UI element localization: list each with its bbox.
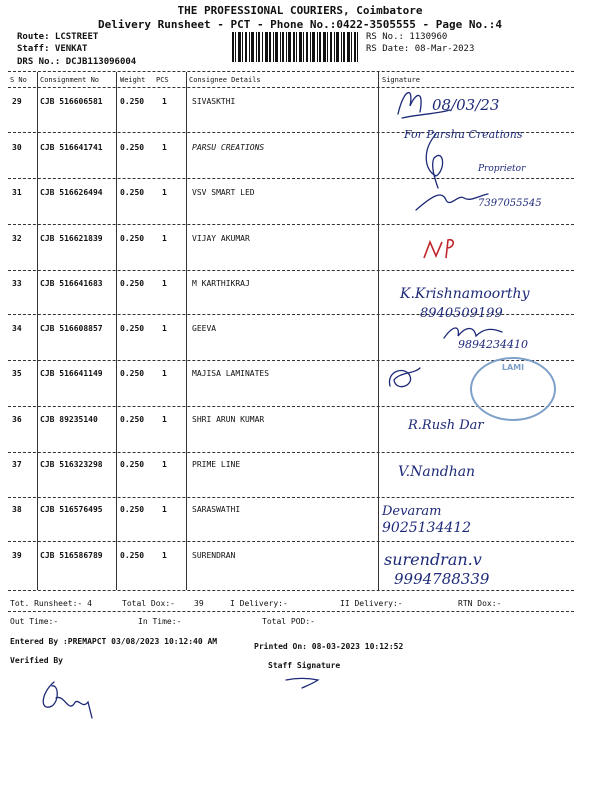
signature-mark-red: [420, 236, 460, 262]
row-consignment: CJB 516586789: [40, 551, 103, 560]
row-pcs: 1: [162, 188, 167, 197]
row-sno: 34: [12, 324, 22, 333]
handwritten-phone: 9894234410: [458, 338, 528, 351]
row-consignee: PARSU CREATIONS: [192, 143, 265, 152]
stamp-text: LAMI: [501, 363, 525, 372]
row-sno: 38: [12, 505, 22, 514]
ii-delivery-label: II Delivery:-: [340, 599, 403, 608]
page-title: THE PROFESSIONAL COURIERS, Coimbatore: [177, 4, 423, 17]
rs-date: RS Date: 08-Mar-2023: [366, 44, 475, 54]
col-divider: [116, 72, 117, 590]
total-pod-label: Total POD:-: [262, 617, 315, 626]
row-rule: [8, 541, 574, 542]
total-dox-label: Total Dox:-: [122, 599, 175, 608]
row-pcs: 1: [162, 369, 167, 378]
row-rule: [8, 590, 574, 591]
row-weight: 0.250: [120, 188, 145, 197]
handwritten-phone: 7397055545: [478, 198, 542, 209]
handwritten-phone: 9994788339: [394, 570, 490, 588]
row-weight: 0.250: [120, 143, 145, 152]
row-pcs: 1: [162, 460, 167, 469]
rtn-dox-label: RTN Dox:-: [458, 599, 502, 608]
rs-number: RS No.: 1130960: [366, 32, 448, 42]
table-top-rule: [8, 71, 574, 72]
i-delivery-label: I Delivery:-: [230, 599, 288, 608]
row-sno: 30: [12, 143, 22, 152]
row-consignment: CJB 516641683: [40, 279, 103, 288]
row-weight: 0.250: [120, 234, 145, 243]
handwritten-date: 08/03/23: [432, 96, 500, 114]
row-rule: [8, 497, 574, 498]
handwritten-phone: 9025134412: [382, 520, 472, 536]
row-consignee: SURENDRAN: [192, 551, 236, 560]
row-consignment: CJB 89235140: [40, 415, 98, 424]
tot-runsheet: Tot. Runsheet:- 4: [10, 599, 92, 608]
row-pcs: 1: [162, 324, 167, 333]
route-label: Route: LCSTREET: [17, 32, 99, 42]
handwritten-name: Devaram: [382, 504, 442, 519]
printed-on: Printed On: 08-03-2023 10:12:52: [254, 642, 404, 651]
row-rule: [8, 452, 574, 453]
company-stamp: [470, 357, 556, 421]
col-header-consignee: Consignee Details: [189, 76, 261, 84]
footer-rule: [8, 611, 574, 612]
row-pcs: 1: [162, 505, 167, 514]
row-rule: [8, 270, 574, 271]
col-divider: [186, 72, 187, 590]
row-sno: 33: [12, 279, 22, 288]
col-header-signature: Signature: [382, 76, 420, 84]
total-dox-value: 39: [194, 599, 204, 608]
row-rule: [8, 178, 574, 179]
row-sno: 36: [12, 415, 22, 424]
row-consignment: CJB 516606581: [40, 97, 103, 106]
row-sno: 31: [12, 188, 22, 197]
col-divider: [378, 72, 379, 590]
entered-by: Entered By :PREMAPCT 03/08/2023 10:12:40 AM: [10, 637, 218, 646]
header-rule: [8, 87, 574, 88]
drs-number: DRS No.: DCJB113096004: [17, 57, 137, 67]
row-consignment: CJB 516621839: [40, 234, 103, 243]
handwritten-role: Proprietor: [478, 164, 526, 174]
handwritten-phone: 8940509199: [420, 306, 503, 321]
row-rule: [8, 360, 574, 361]
in-time-label: In Time:-: [138, 617, 182, 626]
row-sno: 39: [12, 551, 22, 560]
row-pcs: 1: [162, 234, 167, 243]
row-sno: 32: [12, 234, 22, 243]
row-weight: 0.250: [120, 415, 145, 424]
row-pcs: 1: [162, 551, 167, 560]
row-weight: 0.250: [120, 551, 145, 560]
row-pcs: 1: [162, 279, 167, 288]
row-consignment: CJB 516641741: [40, 143, 103, 152]
out-time-label: Out Time:-: [10, 617, 59, 626]
row-consignee: SHRI ARUN KUMAR: [192, 415, 265, 424]
row-consignment: CJB 516626494: [40, 188, 103, 197]
signature-mark: [384, 364, 424, 394]
handwritten-company: For Parshu Creations: [404, 128, 523, 141]
row-consignment: CJB 516608857: [40, 324, 103, 333]
row-sno: 29: [12, 97, 22, 106]
col-header-weight: Weight: [120, 76, 146, 84]
col-header-consignment: Consignment No: [40, 76, 100, 84]
row-weight: 0.250: [120, 460, 145, 469]
handwritten-name: surendran.v: [384, 550, 482, 569]
staff-label: Staff: VENKAT: [17, 44, 88, 54]
col-header-pcs: PCS: [156, 76, 169, 84]
row-sno: 37: [12, 460, 22, 469]
row-consignee: VIJAY AKUMAR: [192, 234, 250, 243]
row-weight: 0.250: [120, 324, 145, 333]
page-subtitle: Delivery Runsheet - PCT - Phone No.:0422-3505555 - Page No.:4: [98, 18, 502, 31]
staff-signature-label: Staff Signature: [268, 661, 341, 670]
row-consignee: SIVASKTHI: [192, 97, 236, 106]
row-consignment: CJB 516323298: [40, 460, 103, 469]
row-consignee: GEEVA: [192, 324, 217, 333]
row-consignee: MAJISA LAMINATES: [192, 369, 270, 378]
row-weight: 0.250: [120, 369, 145, 378]
row-consignee: SARASWATHI: [192, 505, 241, 514]
staff-signature-mark: [284, 676, 324, 692]
col-header-sno: S No: [10, 76, 27, 84]
row-consignee: PRIME LINE: [192, 460, 241, 469]
handwritten-name: K.Krishnamoorthy: [400, 286, 530, 302]
row-consignee: M KARTHIKRAJ: [192, 279, 250, 288]
row-pcs: 1: [162, 97, 167, 106]
row-weight: 0.250: [120, 279, 145, 288]
row-rule: [8, 224, 574, 225]
handwritten-name: V.Nandhan: [398, 464, 476, 480]
row-pcs: 1: [162, 415, 167, 424]
col-divider: [37, 72, 38, 590]
row-sno: 35: [12, 369, 22, 378]
row-weight: 0.250: [120, 97, 145, 106]
verifier-signature: [34, 676, 104, 720]
verified-by-label: Verified By: [10, 656, 63, 665]
row-consignee: VSV SMART LED: [192, 188, 255, 197]
row-consignment: CJB 516641149: [40, 369, 103, 378]
row-weight: 0.250: [120, 505, 145, 514]
row-pcs: 1: [162, 143, 167, 152]
handwritten-name: R.Rush Dar: [408, 418, 484, 433]
barcode-icon: [232, 32, 358, 62]
row-consignment: CJB 516576495: [40, 505, 103, 514]
